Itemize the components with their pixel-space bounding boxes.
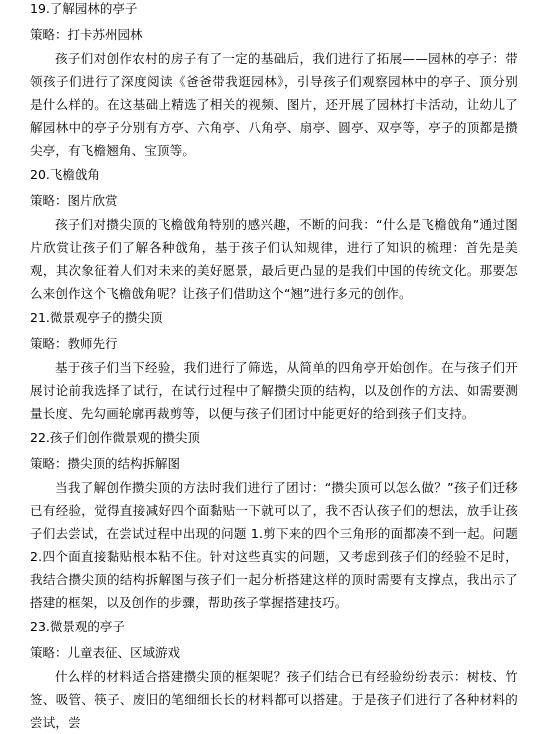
- strategy-label: 策略：: [30, 645, 68, 660]
- strategy-line: [30, 644, 518, 662]
- strategy-value: 教师先行: [67, 336, 118, 351]
- section-heading: 19.了解园林的亭子: [30, 1, 138, 16]
- strategy-line: [30, 335, 518, 353]
- strategy-label: 策略：: [30, 456, 68, 471]
- section-heading: 22.孩子们创作微景观的攒尖顶: [30, 430, 200, 445]
- strategy-label: 策略：: [30, 27, 68, 42]
- strategy-line: [30, 455, 518, 473]
- strategy-line: [30, 192, 518, 210]
- section-heading: 20.飞檐戗角: [30, 167, 100, 182]
- strategy-value: 儿童表征、区域游戏: [67, 645, 181, 660]
- section-paragraph: 当我了解创作攒尖顶的方法时我们进行了团讨：“攒尖顶可以怎么做？”孩子们迁移已有经验，觉得直接减好四个面黏贴一下就可以了，我不否认孩子们的想法，放手让孩子们去尝试，在尝试过程中出现的问题 1.剪下来的四个三角形的面都凑不到一起。问题 2.四个面直接黏贴根本粘不住。针对这些真实的问题，又考虑到孩子们的经验不足时，我结合攒尖顶的结构拆解图与孩子们一起分析搭建这样的顶时需要有支撑点，我出示了搭建的框架，以及创作的步骤，帮助孩子掌握搭建技巧。: [30, 480, 518, 610]
- strategy-line: [30, 26, 518, 44]
- section-paragraph: 孩子们对创作农村的房子有了一定的基础后，我们进行了拓展——园林的亭子：带领孩子们进行了深度阅读《爸爸带我逛园林》，引导孩子们观察园林中的亭子、顶分别是什么样的。在这基础上精选了相关的视频、图片，还开展了园林打卡活动，让幼儿了解园林中的亭子分别有方亭、六角亭、八角亭、扇亭、圆亭、双亭等，亭子的顶都是攒尖亭，有飞檐翘角、宝顶等。: [30, 51, 518, 158]
- section-paragraph: 基于孩子们当下经验，我们进行了筛选，从简单的四角亭开始创作。在与孩子们开展讨论前我选择了试行，在试行过程中了解攒尖顶的结构，以及创作的方法、如需要测量长度、先勾画轮廓再裁剪等，以便与孩子们团讨中能更好的给到孩子们支持。: [30, 360, 518, 421]
- section-heading: 23.微景观的亭子: [30, 619, 125, 634]
- strategy-label: 策略：: [30, 193, 68, 208]
- section-heading: 21.微景观亭子的攒尖顶: [30, 310, 163, 325]
- strategy-label: 策略：: [30, 336, 68, 351]
- strategy-value: 图片欣赏: [67, 193, 118, 208]
- strategy-value: 攒尖顶的结构拆解图: [67, 456, 181, 471]
- section-paragraph: 孩子们对攒尖顶的飞檐戗角特别的感兴趣，不断的问我：“什么是飞檐戗角”通过图片欣赏让孩子们了解各种戗角，基于孩子们认知规律，进行了知识的梳理：首先是美观，其次象征着人们对未来的美好愿景，最后更凸显的是我们中国的传统文化。那要怎么来创作这个飞檐戗角呢？让孩子们借助这个“翘”进行多元的创作。: [30, 217, 518, 301]
- section-paragraph: 什么样的材料适合搭建攒尖顶的框架呢？孩子们结合已有经验纷纷表示：树枝、竹签、吸管、筷子、废旧的笔细细长长的材料都可以搭建。于是孩子们进行了各种材料的尝试，尝: [30, 669, 518, 730]
- strategy-value: 打卡苏州园林: [67, 27, 143, 42]
